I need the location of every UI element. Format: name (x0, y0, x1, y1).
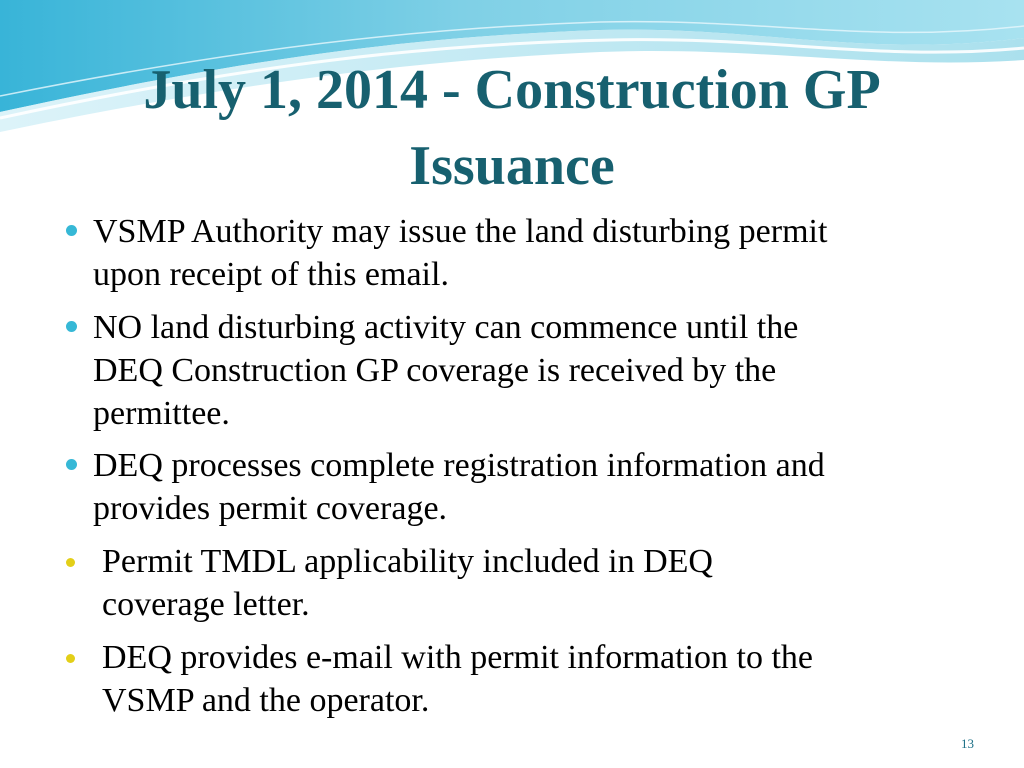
sub-bullet-item (102, 540, 713, 626)
bullet-line: VSMP Authority may issue the land disturbing permit (93, 213, 828, 250)
slide-title-line: Issuance (409, 135, 615, 197)
bullet-dot-icon (66, 225, 77, 236)
sub-bullet-dot-icon (66, 654, 75, 663)
bullet-item (93, 444, 825, 530)
bullet-line: DEQ processes complete registration information and (93, 447, 825, 484)
sub-bullet-dot-icon (66, 558, 75, 567)
bullet-line: permittee. (93, 395, 230, 432)
bullet-line: VSMP and the operator. (102, 682, 430, 719)
bullet-dot-icon (66, 321, 77, 332)
bullet-line: Permit TMDL applicability included in DEQ (102, 543, 713, 580)
bullet-item (93, 210, 827, 296)
sub-bullet-item (102, 636, 813, 722)
bullet-line: DEQ Construction GP coverage is received by the (93, 352, 777, 389)
bullet-item (93, 306, 798, 435)
slide-title-line: July 1, 2014 - Construction GP (143, 59, 881, 121)
bullet-line: upon receipt of this email. (93, 256, 449, 293)
bullet-line: NO land disturbing activity can commence until the (93, 309, 799, 346)
bullet-line: DEQ provides e-mail with permit information to the (102, 639, 814, 676)
bullet-line: coverage letter. (102, 586, 310, 623)
bullet-line: provides permit coverage. (93, 490, 448, 527)
bullet-dot-icon (66, 459, 77, 470)
slide-number: 13 (961, 736, 974, 751)
